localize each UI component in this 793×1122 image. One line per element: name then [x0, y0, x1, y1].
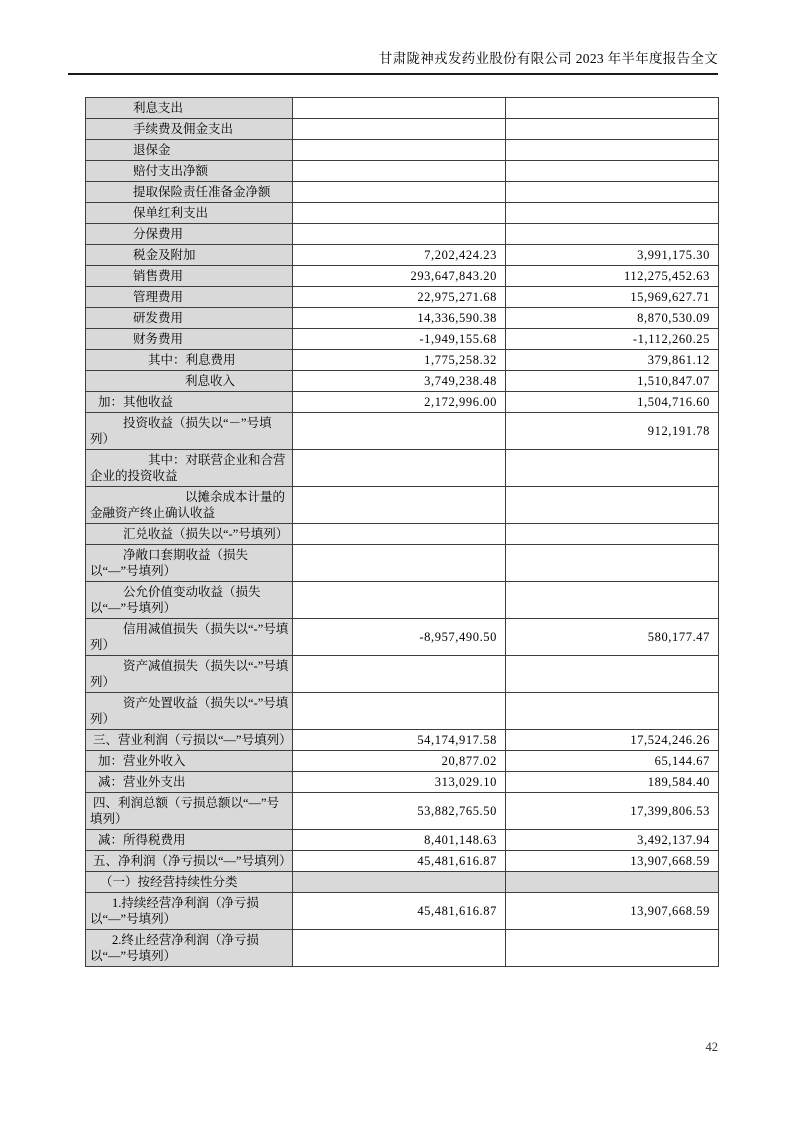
row-label: 以摊余成本计量的金融资产终止确认收益 [86, 487, 293, 524]
row-prior-period-value: 912,191.78 [506, 413, 719, 450]
table-row [86, 545, 719, 582]
row-current-period-value [293, 98, 506, 119]
row-current-period-value: 313,029.10 [293, 772, 506, 793]
row-label: 销售费用 [86, 266, 293, 287]
row-label: 分保费用 [86, 224, 293, 245]
row-current-period-value [293, 119, 506, 140]
row-prior-period-value: 3,991,175.30 [506, 245, 719, 266]
row-current-period-value [293, 203, 506, 224]
row-prior-period-value: 13,907,668.59 [506, 893, 719, 930]
row-label: 税金及附加 [86, 245, 293, 266]
row-label: 其中：利息费用 [86, 350, 293, 371]
row-current-period-value: 45,481,616.87 [293, 893, 506, 930]
table-row [86, 656, 719, 693]
row-label: 退保金 [86, 140, 293, 161]
row-label: 手续费及佣金支出 [86, 119, 293, 140]
row-label: 利息支出 [86, 98, 293, 119]
row-prior-period-value: 112,275,452.63 [506, 266, 719, 287]
row-current-period-value: 53,882,765.50 [293, 793, 506, 830]
row-prior-period-value [506, 182, 719, 203]
table-row [86, 893, 719, 930]
row-current-period-value [293, 872, 506, 893]
row-label: 净敞口套期收益（损失以“—”号填列） [86, 545, 293, 582]
row-label: 管理费用 [86, 287, 293, 308]
row-label: 资产减值损失（损失以“-”号填列） [86, 656, 293, 693]
row-current-period-value: 8,401,148.63 [293, 830, 506, 851]
table-row [86, 203, 719, 224]
row-label: 减：营业外支出 [86, 772, 293, 793]
row-label: 公允价值变动收益（损失以“—”号填列） [86, 582, 293, 619]
row-prior-period-value: 189,584.40 [506, 772, 719, 793]
row-prior-period-value: 13,907,668.59 [506, 851, 719, 872]
table-row [86, 793, 719, 830]
table-row [86, 266, 719, 287]
row-current-period-value: 2,172,996.00 [293, 392, 506, 413]
table-row [86, 487, 719, 524]
row-prior-period-value [506, 161, 719, 182]
row-prior-period-value [506, 119, 719, 140]
table-row [86, 371, 719, 392]
row-label: 研发费用 [86, 308, 293, 329]
row-label: 提取保险责任准备金净额 [86, 182, 293, 203]
row-current-period-value [293, 582, 506, 619]
page-number: 42 [705, 1040, 718, 1054]
table-row [86, 287, 719, 308]
table-row [86, 693, 719, 730]
table-row [86, 245, 719, 266]
table-row [86, 350, 719, 371]
row-label: 1.持续经营净利润（净亏损以“—”号填列） [86, 893, 293, 930]
row-prior-period-value: 8,870,530.09 [506, 308, 719, 329]
row-prior-period-value [506, 487, 719, 524]
row-label: 加：营业外收入 [86, 751, 293, 772]
row-prior-period-value [506, 140, 719, 161]
row-current-period-value: -8,957,490.50 [293, 619, 506, 656]
table-row [86, 224, 719, 245]
row-current-period-value: 45,481,616.87 [293, 851, 506, 872]
row-label: 减：所得税费用 [86, 830, 293, 851]
row-current-period-value: 1,775,258.32 [293, 350, 506, 371]
header-rule [68, 73, 718, 75]
row-current-period-value: 20,877.02 [293, 751, 506, 772]
row-prior-period-value [506, 98, 719, 119]
row-label: 四、利润总额（亏损总额以“—”号填列） [86, 793, 293, 830]
row-prior-period-value: 580,177.47 [506, 619, 719, 656]
row-current-period-value: 3,749,238.48 [293, 371, 506, 392]
row-prior-period-value [506, 693, 719, 730]
table-row [86, 392, 719, 413]
row-label: 信用减值损失（损失以“-”号填列） [86, 619, 293, 656]
table-row [86, 413, 719, 450]
row-label: 三、营业利润（亏损以“—”号填列） [86, 730, 293, 751]
income-table-body [86, 98, 719, 967]
table-row [86, 751, 719, 772]
table-row [86, 730, 719, 751]
table-row [86, 851, 719, 872]
table-row [86, 119, 719, 140]
row-prior-period-value: 379,861.12 [506, 350, 719, 371]
table-row [86, 450, 719, 487]
table-row [86, 524, 719, 545]
row-current-period-value: 7,202,424.23 [293, 245, 506, 266]
row-label: 资产处置收益（损失以“-”号填列） [86, 693, 293, 730]
row-current-period-value: 54,174,917.58 [293, 730, 506, 751]
row-current-period-value: -1,949,155.68 [293, 329, 506, 350]
row-current-period-value [293, 930, 506, 967]
row-label: 财务费用 [86, 329, 293, 350]
row-label: 保单红利支出 [86, 203, 293, 224]
row-current-period-value [293, 140, 506, 161]
row-prior-period-value [506, 524, 719, 545]
table-row [86, 872, 719, 893]
row-prior-period-value: 17,399,806.53 [506, 793, 719, 830]
row-label: 汇兑收益（损失以“-”号填列） [86, 524, 293, 545]
row-label: 其中：对联营企业和合营企业的投资收益 [86, 450, 293, 487]
row-current-period-value [293, 161, 506, 182]
row-prior-period-value [506, 203, 719, 224]
row-prior-period-value: 65,144.67 [506, 751, 719, 772]
row-prior-period-value [506, 582, 719, 619]
table-row [86, 329, 719, 350]
row-current-period-value: 22,975,271.68 [293, 287, 506, 308]
row-label: 赔付支出净额 [86, 161, 293, 182]
table-row [86, 830, 719, 851]
row-prior-period-value [506, 872, 719, 893]
table-row [86, 161, 719, 182]
table-row [86, 98, 719, 119]
row-current-period-value: 293,647,843.20 [293, 266, 506, 287]
row-current-period-value [293, 224, 506, 245]
page-header [68, 50, 718, 68]
row-prior-period-value [506, 545, 719, 582]
row-prior-period-value: 17,524,246.26 [506, 730, 719, 751]
table-row [86, 772, 719, 793]
row-current-period-value [293, 656, 506, 693]
table-row [86, 308, 719, 329]
row-current-period-value [293, 545, 506, 582]
row-label: 利息收入 [86, 371, 293, 392]
row-current-period-value [293, 413, 506, 450]
row-current-period-value [293, 182, 506, 203]
row-prior-period-value: 3,492,137.94 [506, 830, 719, 851]
row-current-period-value: 14,336,590.38 [293, 308, 506, 329]
row-current-period-value [293, 487, 506, 524]
table-row [86, 182, 719, 203]
income-statement-table [85, 97, 719, 967]
row-label: 2.终止经营净利润（净亏损以“—”号填列） [86, 930, 293, 967]
row-prior-period-value [506, 656, 719, 693]
row-label: 投资收益（损失以“－”号填列） [86, 413, 293, 450]
row-label: 加：其他收益 [86, 392, 293, 413]
table-row [86, 582, 719, 619]
row-label: （一）按经营持续性分类 [86, 872, 293, 893]
row-prior-period-value: -1,112,260.25 [506, 329, 719, 350]
row-current-period-value [293, 450, 506, 487]
table-row [86, 930, 719, 967]
row-current-period-value [293, 524, 506, 545]
row-label: 五、净利润（净亏损以“—”号填列） [86, 851, 293, 872]
table-row [86, 619, 719, 656]
row-current-period-value [293, 693, 506, 730]
table-row [86, 140, 719, 161]
report-title: 甘肃陇神戎发药业股份有限公司 2023 年半年度报告全文 [378, 51, 718, 66]
row-prior-period-value [506, 930, 719, 967]
row-prior-period-value [506, 450, 719, 487]
row-prior-period-value: 1,504,716.60 [506, 392, 719, 413]
row-prior-period-value: 15,969,627.71 [506, 287, 719, 308]
row-prior-period-value [506, 224, 719, 245]
row-prior-period-value: 1,510,847.07 [506, 371, 719, 392]
